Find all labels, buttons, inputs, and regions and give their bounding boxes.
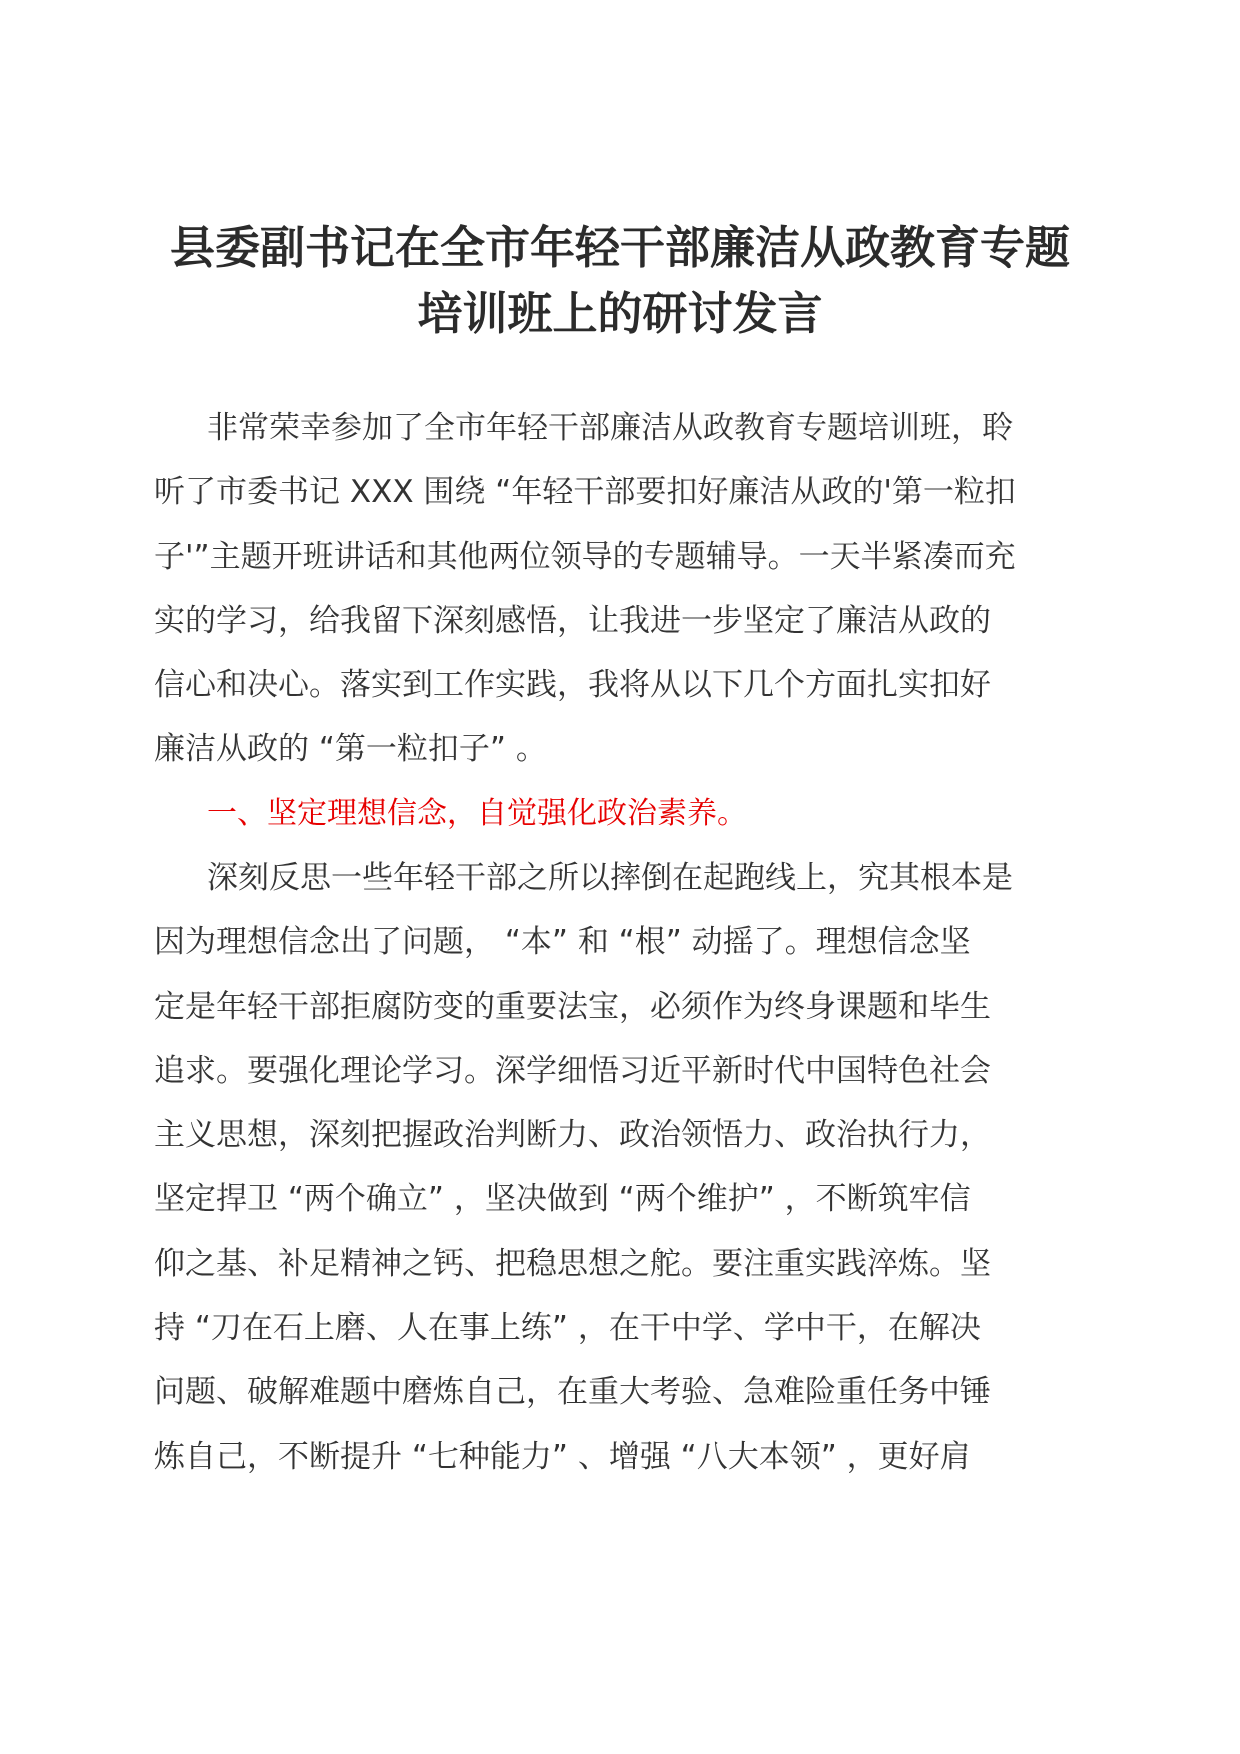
paragraph-line: 因为理想信念出了问题， “本” 和 “根” 动摇了。理想信念坚 xyxy=(154,924,971,961)
paragraph-line: 实的学习，给我留下深刻感悟，让我进一步坚定了廉洁从政的 xyxy=(154,602,991,639)
paragraph-line: 持 “刀在石上磨、人在事上练” ，在干中学、学中干，在解决 xyxy=(154,1310,981,1347)
paragraph-line: 主义思想，深刻把握政治判断力、政治领悟力、政治执行力， xyxy=(154,1117,991,1154)
paragraph-line: 听了市委书记 XXX 围绕 “年轻干部要扣好廉洁从政的'第一粒扣 xyxy=(154,474,1016,511)
paragraph-line: 问题、破解难题中磨炼自己，在重大考验、急难险重任务中锤 xyxy=(154,1374,991,1411)
paragraph-line: 坚定捍卫 “两个确立” ，坚决做到 “两个维护” ，不断筑牢信 xyxy=(154,1181,971,1218)
paragraph-line: 定是年轻干部拒腐防变的重要法宝，必须作为终身课题和毕生 xyxy=(154,988,991,1025)
paragraph-line: 炼自己，不断提升 “七种能力” 、增强 “八大本领” ，更好肩 xyxy=(154,1438,971,1475)
title-line: 县委副书记在全市年轻干部廉洁从政教育专题 xyxy=(169,221,1070,274)
document-title xyxy=(150,215,1090,347)
paragraph-line: 非常荣幸参加了全市年轻干部廉洁从政教育专题培训班，聆 xyxy=(207,410,1013,446)
paragraph-line: 深刻反思一些年轻干部之所以摔倒在起跑线上，究其根本是 xyxy=(207,860,1013,896)
paragraph-line: 廉洁从政的 “第一粒扣子” 。 xyxy=(154,731,547,768)
paragraph-line: 仰之基、补足精神之钙、把稳思想之舵。要注重实践淬炼。坚 xyxy=(154,1245,991,1282)
intro-paragraph xyxy=(154,396,1090,782)
section-heading xyxy=(154,782,1090,846)
title-line: 培训班上的研讨发言 xyxy=(417,287,823,340)
section-paragraph xyxy=(154,846,1090,1489)
paragraph-line: 追求。要强化理论学习。深学细悟习近平新时代中国特色社会 xyxy=(154,1052,991,1089)
paragraph-line: 子'”主题开班讲话和其他两位领导的专题辅导。一天半紧凑而充 xyxy=(154,538,1016,575)
paragraph-line: 信心和决心。落实到工作实践，我将从以下几个方面扎实扣好 xyxy=(154,667,991,704)
section-heading-text: 一、坚定理想信念，自觉强化政治素养。 xyxy=(207,796,747,831)
